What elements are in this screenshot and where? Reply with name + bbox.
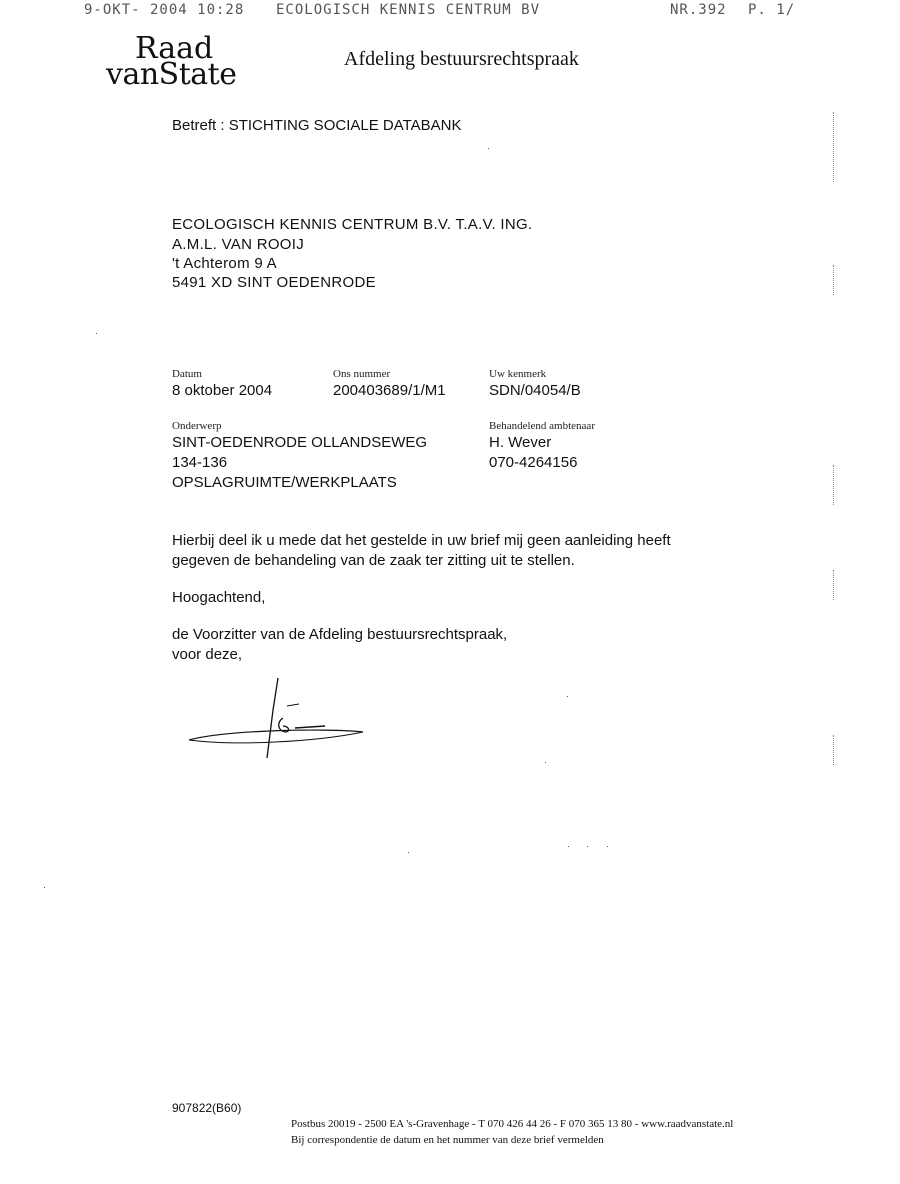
address-line-2: A.M.L. VAN ROOIJ [172, 236, 305, 253]
fax-sender: ECOLOGISCH KENNIS CENTRUM BV [276, 2, 541, 18]
signature [185, 670, 375, 765]
body-paragraph-line-2: gegeven de behandeling van de zaak ter zitting uit te stellen. [172, 552, 575, 569]
onderwerp-line-1: SINT-OEDENRODE OLLANDSEWEG [172, 434, 428, 451]
onderwerp-line-3: OPSLAGRUIMTE/WERKPLAATS [172, 474, 397, 491]
fax-page: P. 1/ [748, 2, 796, 18]
scan-speck [587, 846, 588, 847]
onderwerp-label: Onderwerp [172, 420, 222, 432]
body-paragraph-line-1: Hierbij deel ik u mede dat het gestelde in uw brief mij geen aanleiding heeft [172, 532, 671, 549]
address-line-3: 't Achterom 9 A [172, 255, 277, 272]
behandelend-label: Behandelend ambtenaar [489, 420, 595, 432]
datum-value: 8 oktober 2004 [172, 382, 273, 399]
onderwerp-line-2: 134-136 [172, 454, 228, 471]
behandelend-name: H. Wever [489, 434, 552, 451]
subject-line: Betreft : STICHTING SOCIALE DATABANK [172, 117, 462, 134]
signatory-line-2: voor deze, [172, 646, 243, 663]
scan-artifact [833, 265, 835, 295]
scan-speck [408, 852, 409, 853]
scan-artifact [833, 112, 835, 182]
logo-vanstate: vanState [106, 57, 237, 92]
behandelend-phone: 070-4264156 [489, 454, 578, 471]
closing: Hoogachtend, [172, 589, 266, 606]
form-code: 907822(B60) [172, 1101, 242, 1115]
scan-speck [44, 887, 45, 888]
scan-speck [96, 333, 97, 334]
uw-kenmerk-label: Uw kenmerk [489, 368, 547, 380]
uw-kenmerk-value: SDN/04054/B [489, 382, 581, 399]
signatory-line-1: de Voorzitter van de Afdeling bestuursrechtspraak, [172, 626, 508, 643]
address-line-4: 5491 XD SINT OEDENRODE [172, 274, 376, 291]
scan-artifact [833, 465, 835, 505]
fax-number: NR.392 [670, 2, 727, 18]
scan-speck [568, 846, 569, 847]
scan-speck [607, 846, 608, 847]
scan-speck [488, 148, 489, 149]
address-line-1: ECOLOGISCH KENNIS CENTRUM B.V. T.A.V. ING. [172, 216, 533, 233]
department-title: Afdeling bestuursrechtspraak [344, 48, 579, 70]
datum-label: Datum [172, 368, 202, 380]
logo-raad: Raad [135, 31, 214, 66]
footer-address: Postbus 20019 - 2500 EA 's-Gravenhage - T 070 426 44 26 - F 070 365 13 80 - www.raadvanstate.nl [291, 1118, 734, 1130]
fax-datetime: 9-OKT- 2004 10:28 [84, 2, 245, 18]
scan-speck [545, 762, 546, 763]
scan-artifact [833, 735, 835, 765]
footer-note: Bij correspondentie de datum en het nummer van deze brief vermelden [291, 1134, 604, 1146]
scan-artifact [833, 570, 835, 600]
ons-nummer-label: Ons nummer [333, 368, 391, 380]
scan-speck [567, 696, 568, 697]
ons-nummer-value: 200403689/1/M1 [333, 382, 446, 399]
